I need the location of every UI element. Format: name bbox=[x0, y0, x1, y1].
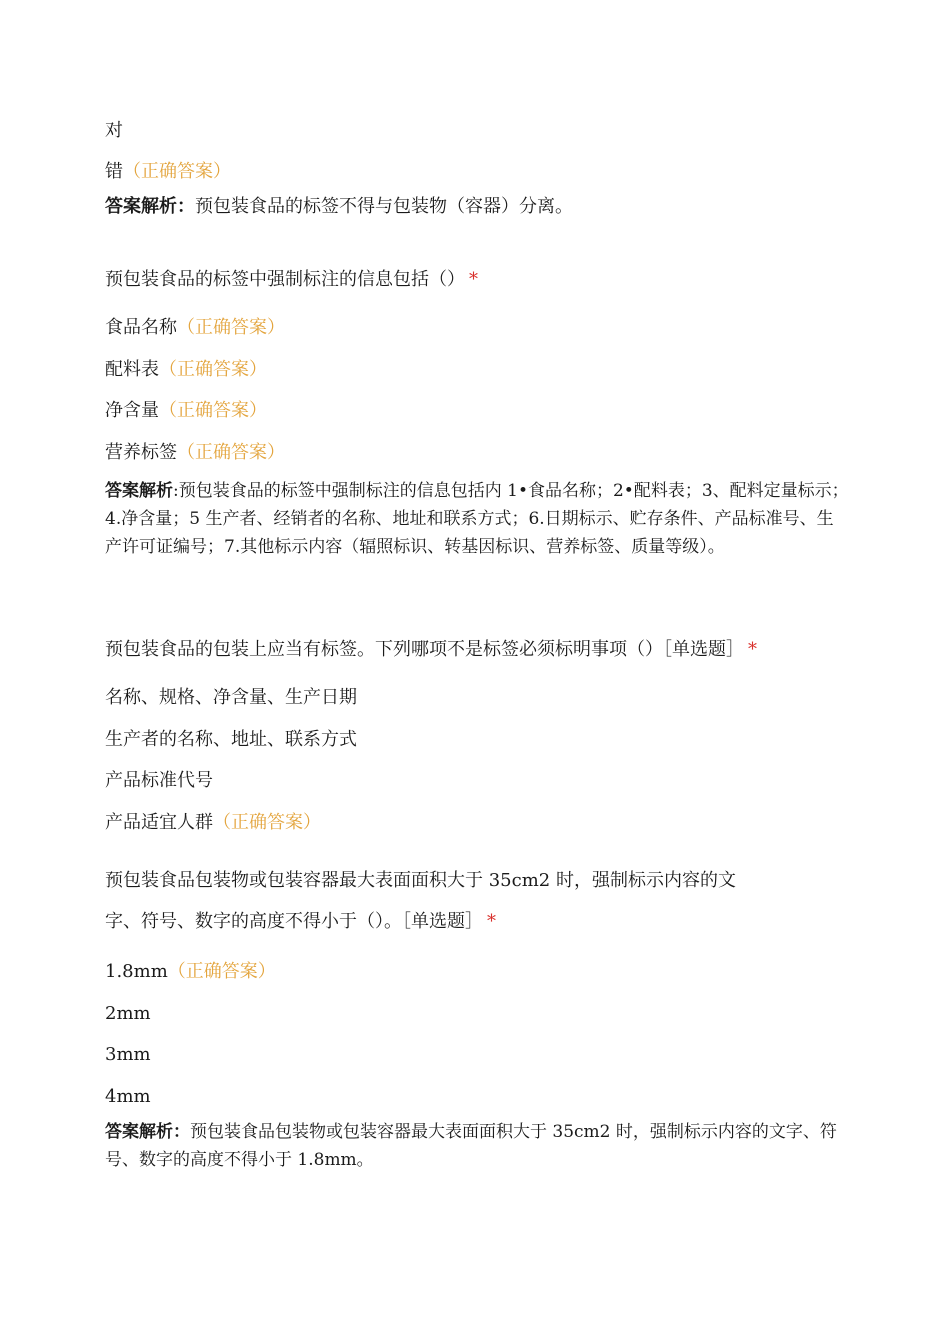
q1-question bbox=[105, 268, 478, 292]
q3-option-1 bbox=[105, 960, 276, 984]
option-text: 对 bbox=[105, 120, 123, 141]
q3-option-3 bbox=[105, 1043, 151, 1067]
analysis-label: 答案解析： bbox=[105, 196, 195, 217]
correct-answer-tag: （正确答案） bbox=[123, 161, 231, 182]
option-text: 错 bbox=[105, 161, 123, 182]
q1-analysis bbox=[105, 477, 850, 561]
question-text: 预包装食品包装物或包装容器最大表面面积大于 35cm2 时，强制标示内容的文 bbox=[105, 870, 736, 891]
correct-answer-tag: （正确答案） bbox=[159, 400, 267, 421]
correct-answer-tag: （正确答案） bbox=[177, 442, 285, 463]
q3-option-2 bbox=[105, 1002, 151, 1026]
option-text: 食品名称 bbox=[105, 317, 177, 338]
q1-option-4 bbox=[105, 441, 285, 465]
option-text: 名称、规格、净含量、生产日期 bbox=[105, 687, 357, 708]
q0-option-1 bbox=[105, 119, 123, 143]
option-text: 4mm bbox=[105, 1086, 151, 1107]
option-text: 3mm bbox=[105, 1044, 151, 1065]
correct-answer-tag: （正确答案） bbox=[177, 317, 285, 338]
q3-analysis bbox=[105, 1118, 850, 1174]
question-text: 字、符号、数字的高度不得小于（）。［单选题］ bbox=[105, 911, 483, 932]
option-text: 净含量 bbox=[105, 400, 159, 421]
required-mark: * bbox=[748, 639, 757, 660]
analysis-text: 预包装食品的标签不得与包装物（容器）分离。 bbox=[195, 196, 573, 217]
q0-option-2 bbox=[105, 160, 231, 184]
q2-question bbox=[105, 638, 757, 662]
option-text: 配料表 bbox=[105, 359, 159, 380]
q1-option-1 bbox=[105, 316, 285, 340]
q3-option-4 bbox=[105, 1085, 151, 1109]
correct-answer-tag: （正确答案） bbox=[159, 359, 267, 380]
analysis-label: 答案解析： bbox=[105, 1122, 190, 1142]
option-text: 生产者的名称、地址、联系方式 bbox=[105, 729, 357, 750]
q1-option-2 bbox=[105, 358, 267, 382]
required-mark: * bbox=[469, 269, 478, 290]
q2-option-3 bbox=[105, 769, 213, 793]
option-text: 2mm bbox=[105, 1003, 151, 1024]
analysis-label: 答案解析 bbox=[105, 481, 173, 501]
required-mark: * bbox=[487, 911, 496, 932]
q0-analysis bbox=[105, 195, 573, 219]
q2-option-4 bbox=[105, 811, 321, 835]
option-text: 1.8mm bbox=[105, 961, 168, 982]
q3-question-line-1 bbox=[105, 869, 736, 893]
question-text: 预包装食品的标签中强制标注的信息包括（） bbox=[105, 269, 465, 290]
analysis-text: 预包装食品包装物或包装容器最大表面面积大于 35cm2 时，强制标示内容的文字、符号、数字的高度不得小于 1.8mm。 bbox=[105, 1122, 837, 1170]
analysis-text: :预包装食品的标签中强制标注的信息包括内 1•食品名称；2•配料表；3、配料定量标示；4.净含量；5 生产者、经销者的名称、地址和联系方式；6.日期标示、贮存条件、产品标准号、生产许可证编号；7.其他标示内容（辐照标识、转基因标识、营养标签、质量等级）。 bbox=[105, 481, 849, 557]
q2-option-2 bbox=[105, 728, 357, 752]
option-text: 营养标签 bbox=[105, 442, 177, 463]
correct-answer-tag: （正确答案） bbox=[167, 961, 276, 982]
q2-option-1 bbox=[105, 686, 357, 710]
option-text: 产品标准代号 bbox=[105, 770, 213, 791]
correct-answer-tag: （正确答案） bbox=[213, 812, 321, 833]
question-text: 预包装食品的包装上应当有标签。下列哪项不是标签必须标明事项（）［单选题］ bbox=[105, 639, 744, 660]
q3-question-line-2 bbox=[105, 910, 496, 934]
q1-option-3 bbox=[105, 399, 267, 423]
option-text: 产品适宜人群 bbox=[105, 812, 213, 833]
